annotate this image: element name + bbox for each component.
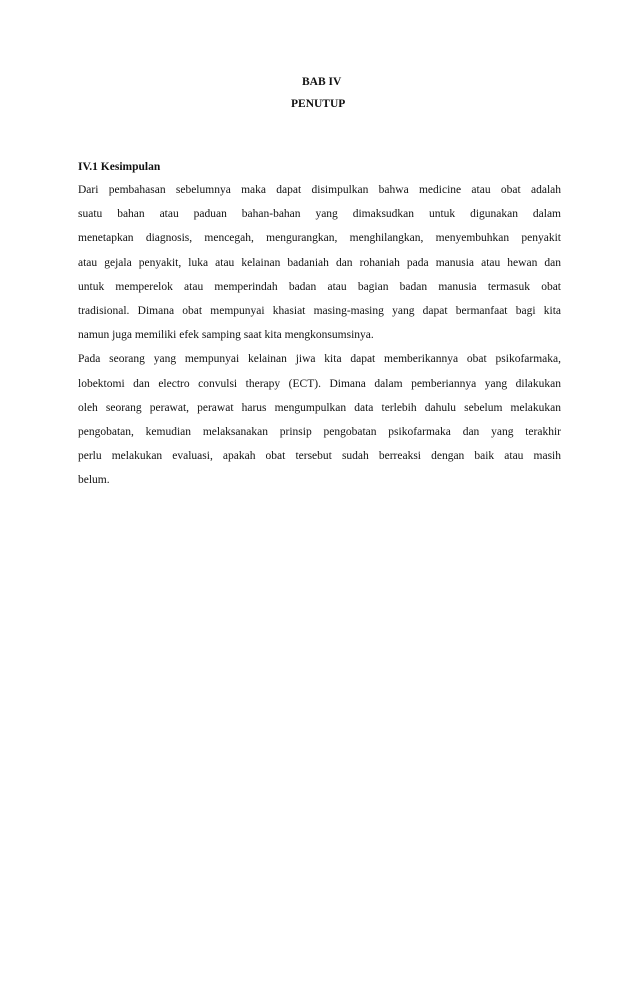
text-line: menetapkan diagnosis, mencegah, mengurangkan, menghilangkan, menyembuhkan penyakit bbox=[78, 232, 561, 245]
section-title: IV.1 Kesimpulan bbox=[78, 161, 161, 173]
chapter-title-text: PENUTUP bbox=[291, 98, 346, 110]
text-line: namun juga memiliki efek samping saat kita mengkonsumsinya. bbox=[78, 329, 374, 342]
text-line: lobektomi dan electro convulsi therapy (ECT). Dimana dalam pemberiannya yang dilakukan bbox=[78, 377, 561, 390]
text-line: tradisional. Dimana obat mempunyai khasiat masing-masing yang dapat bermanfaat bagi kita bbox=[78, 304, 561, 317]
text-line: pengobatan, kemudian melaksanakan prinsip pengobatan psikofarmaka dan yang terakhir bbox=[78, 425, 561, 438]
text-line: Dari pembahasan sebelumnya maka dapat disimpulkan bahwa medicine atau obat adalah bbox=[78, 184, 561, 196]
body-text bbox=[78, 178, 561, 492]
text-line: Pada seorang yang mempunyai kelainan jiwa kita dapat memberikannya obat psikofarmaka, bbox=[78, 353, 561, 366]
text-line: atau gejala penyakit, luka atau kelainan badaniah dan rohaniah pada manusia atau hewan dan bbox=[78, 256, 561, 269]
text-line: suatu bahan atau paduan bahan-bahan yang dimaksudkan untuk digunakan dalam bbox=[78, 208, 561, 221]
paragraph-1 bbox=[78, 178, 561, 347]
text-line: oleh seorang perawat, perawat harus mengumpulkan data terlebih dahulu sebelum melakukan bbox=[78, 401, 561, 414]
text-line: untuk memperelok atau memperindah badan atau bagian badan manusia termasuk obat bbox=[78, 280, 561, 293]
text-line: belum. bbox=[78, 474, 110, 487]
text-line: perlu melakukan evaluasi, apakah obat tersebut sudah berreaksi dengan baik atau masih bbox=[78, 450, 561, 463]
paragraph-2 bbox=[78, 347, 561, 492]
chapter-number-text: BAB IV bbox=[302, 76, 342, 88]
